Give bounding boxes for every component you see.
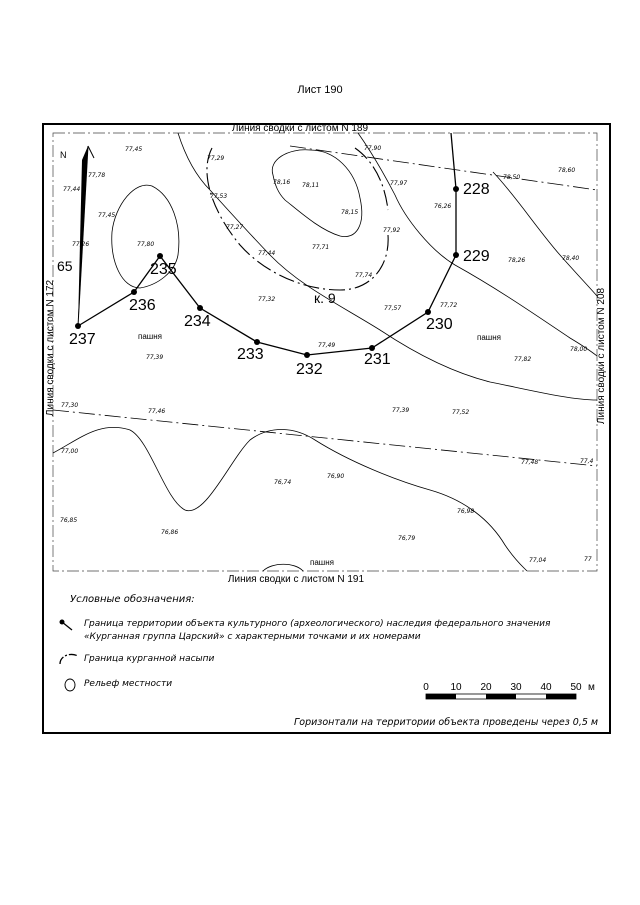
contour-line: [263, 564, 303, 571]
elevation-mark: 77,57: [384, 305, 402, 312]
elevation-mark: 77,29: [207, 155, 225, 162]
junction-label-bottom: Линия сводки с листом N 191: [227, 574, 365, 585]
elevation-mark: 77,45: [98, 212, 116, 219]
boundary-point-228: [453, 186, 459, 192]
point-label: 228: [463, 181, 490, 198]
elevation-mark: 77,53: [210, 193, 228, 200]
elevation-mark: 78,26: [508, 257, 526, 264]
elevation-mark: 77,49: [318, 342, 336, 349]
point-label: 236: [129, 297, 156, 314]
elevation-mark: 76,79: [398, 535, 416, 542]
elevation-mark: 77,52: [452, 409, 470, 416]
point-label: 232: [296, 361, 323, 378]
boundary-point-230: [425, 309, 431, 315]
elevation-mark: 77,82: [514, 356, 532, 363]
sheet-title: Лист 190: [297, 84, 343, 96]
elevation-mark: 76,86: [161, 529, 179, 536]
elevation-mark: 76,85: [60, 517, 78, 524]
elevation-mark: 77,39: [146, 354, 164, 361]
boundary-point-235: [157, 253, 163, 259]
north-label: N: [60, 150, 67, 160]
legend-boundary-symbol: [60, 620, 73, 631]
legend-title: Условные обозначения:: [70, 594, 195, 605]
boundary-point-229: [453, 252, 459, 258]
elevation-mark: 78,11: [302, 182, 320, 189]
elevation-marks: [60, 145, 594, 564]
scale-bar: [423, 682, 595, 699]
elevation-mark: 77,97: [390, 180, 408, 187]
scale-tick: 20: [480, 682, 492, 693]
elevation-mark: 77,80: [137, 241, 155, 248]
scale-tick: 30: [510, 682, 522, 693]
elevation-mark: 78,00: [570, 346, 588, 353]
legend: [60, 593, 551, 691]
elevation-mark: 77,39: [392, 407, 410, 414]
elevation-mark: 78,60: [558, 167, 576, 174]
elevation-mark: 78,16: [273, 179, 291, 186]
elevation-mark: 77,74: [355, 272, 373, 279]
elevation-mark: 77,46: [148, 408, 166, 415]
legend-mound-symbol: [60, 654, 78, 664]
elevation-mark: 77,30: [61, 402, 79, 409]
boundary-point-236: [131, 289, 137, 295]
elevation-mark: 76,26: [434, 203, 452, 210]
junction-label-right: Линия сводки с листом N 208: [596, 287, 607, 425]
point-label: 235: [150, 261, 177, 278]
elevation-mark: 78,15: [341, 209, 359, 216]
contour-line: [493, 172, 597, 296]
kurgan-label: к. 9: [314, 290, 336, 306]
contour-line: [53, 427, 527, 571]
elevation-mark: 77: [584, 556, 592, 563]
elevation-mark: 77,04: [529, 557, 547, 564]
elevation-mark: 77,44: [258, 250, 276, 257]
legend-item-1-line-2: «Курганная группа Царский» с характерными точками и их номерами: [84, 632, 421, 642]
elevation-mark: 77,45: [125, 146, 143, 153]
elevation-mark: 76,74: [274, 479, 292, 486]
elevation-mark: 78,50: [503, 174, 521, 181]
elevation-mark: 77,48: [521, 459, 539, 466]
contour-note: Горизонтали на территории объекта проведены через 0,5 м: [294, 717, 599, 728]
kurgan-mound-border: [207, 148, 388, 290]
legend-item-2: Граница курганной насыпи: [84, 654, 215, 664]
relief-contours: [53, 133, 597, 571]
elevation-mark: 78,40: [562, 255, 580, 262]
elevation-mark: 77,00: [61, 448, 79, 455]
boundary-point-markers: [75, 186, 459, 358]
point-label: 231: [364, 351, 391, 368]
elevation-mark: 77,72: [440, 302, 458, 309]
elevation-mark: 77,26: [72, 241, 90, 248]
scale-unit: м: [588, 682, 595, 693]
land-label: пашня: [310, 558, 334, 567]
boundary-point-232: [304, 352, 310, 358]
point-label: 237: [69, 331, 96, 348]
point-label: 229: [463, 248, 490, 265]
legend-item-1-line-1: Граница территории объекта культурного (археологического) наследия федерального значения: [84, 619, 551, 629]
elevation-mark: 77,90: [364, 145, 382, 152]
elevation-mark: 76,90: [327, 473, 345, 480]
point-label: 230: [426, 316, 453, 333]
boundary-point-237: [75, 323, 81, 329]
elevation-mark: 77,71: [312, 244, 330, 251]
boundary-point-233: [254, 339, 260, 345]
land-label: пашня: [138, 332, 162, 341]
elevation-mark: 77,32: [258, 296, 276, 303]
dashed-line: [290, 146, 597, 190]
legend-item-3: Рельеф местности: [84, 679, 173, 689]
elevation-mark: 77,27: [226, 224, 244, 231]
elevation-mark: 77,92: [383, 227, 401, 234]
heritage-boundary: [78, 189, 456, 355]
bearing-label: 65: [57, 258, 73, 274]
dashed-line: [53, 410, 597, 466]
scale-tick: 10: [450, 682, 462, 693]
legend-relief-symbol: [65, 679, 75, 691]
point-label: 234: [184, 313, 211, 330]
mound-arc: [207, 148, 388, 290]
elevation-mark: 76,98: [457, 508, 475, 515]
scale-tick: 40: [540, 682, 552, 693]
contour-closed: [272, 150, 362, 237]
elevation-mark: 77,4: [580, 458, 594, 465]
junction-label-top: Линия сводки с листом N 189: [231, 123, 369, 134]
point-label: 233: [237, 346, 264, 363]
junction-label-left: Линия сводки с листом N 172: [45, 279, 56, 417]
scale-tick: 0: [423, 682, 429, 693]
scale-tick: 50: [570, 682, 582, 693]
elevation-mark: 77,78: [88, 172, 106, 179]
boundary-point-234: [197, 305, 203, 311]
land-label: пашня: [477, 333, 501, 342]
elevation-mark: 77,44: [63, 186, 81, 193]
